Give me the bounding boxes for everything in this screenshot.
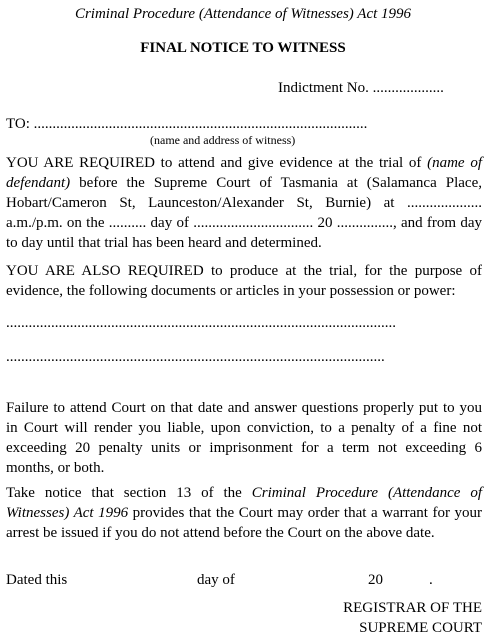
failure-to-attend-paragraph: Failure to attend Court on that date and answer questions properly put to you in Court will render you liable, upon conviction, to a penalty of a fine not exceeding 20 penalty units or imprisonment for a term not exceeding 6 months, or both.	[6, 400, 482, 476]
required-produce-paragraph: YOU ARE ALSO REQUIRED to produce at the trial, for the purpose of evidence, the following documents or articles in your possession or power:	[6, 263, 482, 299]
to-witness-line: TO: .........................................................................................	[6, 116, 368, 132]
registrar-line-2: SUPREME COURT	[359, 620, 482, 636]
take-notice-text-a: Take notice that section 13 of the	[6, 485, 252, 501]
required-attend-text-a: YOU ARE REQUIRED to attend and give evidence at the trial of	[6, 155, 428, 171]
date-period: .	[429, 572, 433, 588]
required-attend-text-c: before the Supreme Court of Tasmania at (Salamanca Place, Hobart/Cameron St, Launceston/Alexander St, Burnie) at .................... a.m./p.m. on the .......... day of ................................ 20 ..............., and from day to day until that trial has been heard and determined.	[6, 175, 482, 251]
act-citation: Criminal Procedure (Attendance of Witnesses) Act 1996	[6, 485, 482, 521]
act-title: Criminal Procedure (Attendance of Witnesses) Act 1996	[74, 6, 412, 22]
notice-title: FINAL NOTICE TO WITNESS	[140, 40, 346, 56]
required-attend-paragraph	[6, 153, 482, 253]
dated-this-label: Dated this	[6, 572, 68, 588]
dated-row	[6, 570, 482, 590]
documents-line-1: ........................................................................................................	[6, 315, 396, 331]
take-notice-text-c: provides that the Court may order that a warrant for your arrest be issued if you do not attend before the Court on the above date.	[6, 505, 482, 541]
indictment-number-field: Indictment No. ...................	[278, 80, 444, 96]
documents-line-2: .....................................................................................................	[6, 349, 385, 365]
take-notice-paragraph	[6, 483, 482, 543]
registrar-signature-block	[343, 598, 482, 638]
registrar-line-1: REGISTRAR OF THE	[343, 600, 482, 616]
defendant-name-placeholder: (name of defendant)	[6, 155, 482, 191]
day-of-label: day of	[197, 572, 235, 588]
to-witness-note: (name and address of witness)	[150, 133, 296, 147]
year-label: 20	[368, 572, 383, 588]
